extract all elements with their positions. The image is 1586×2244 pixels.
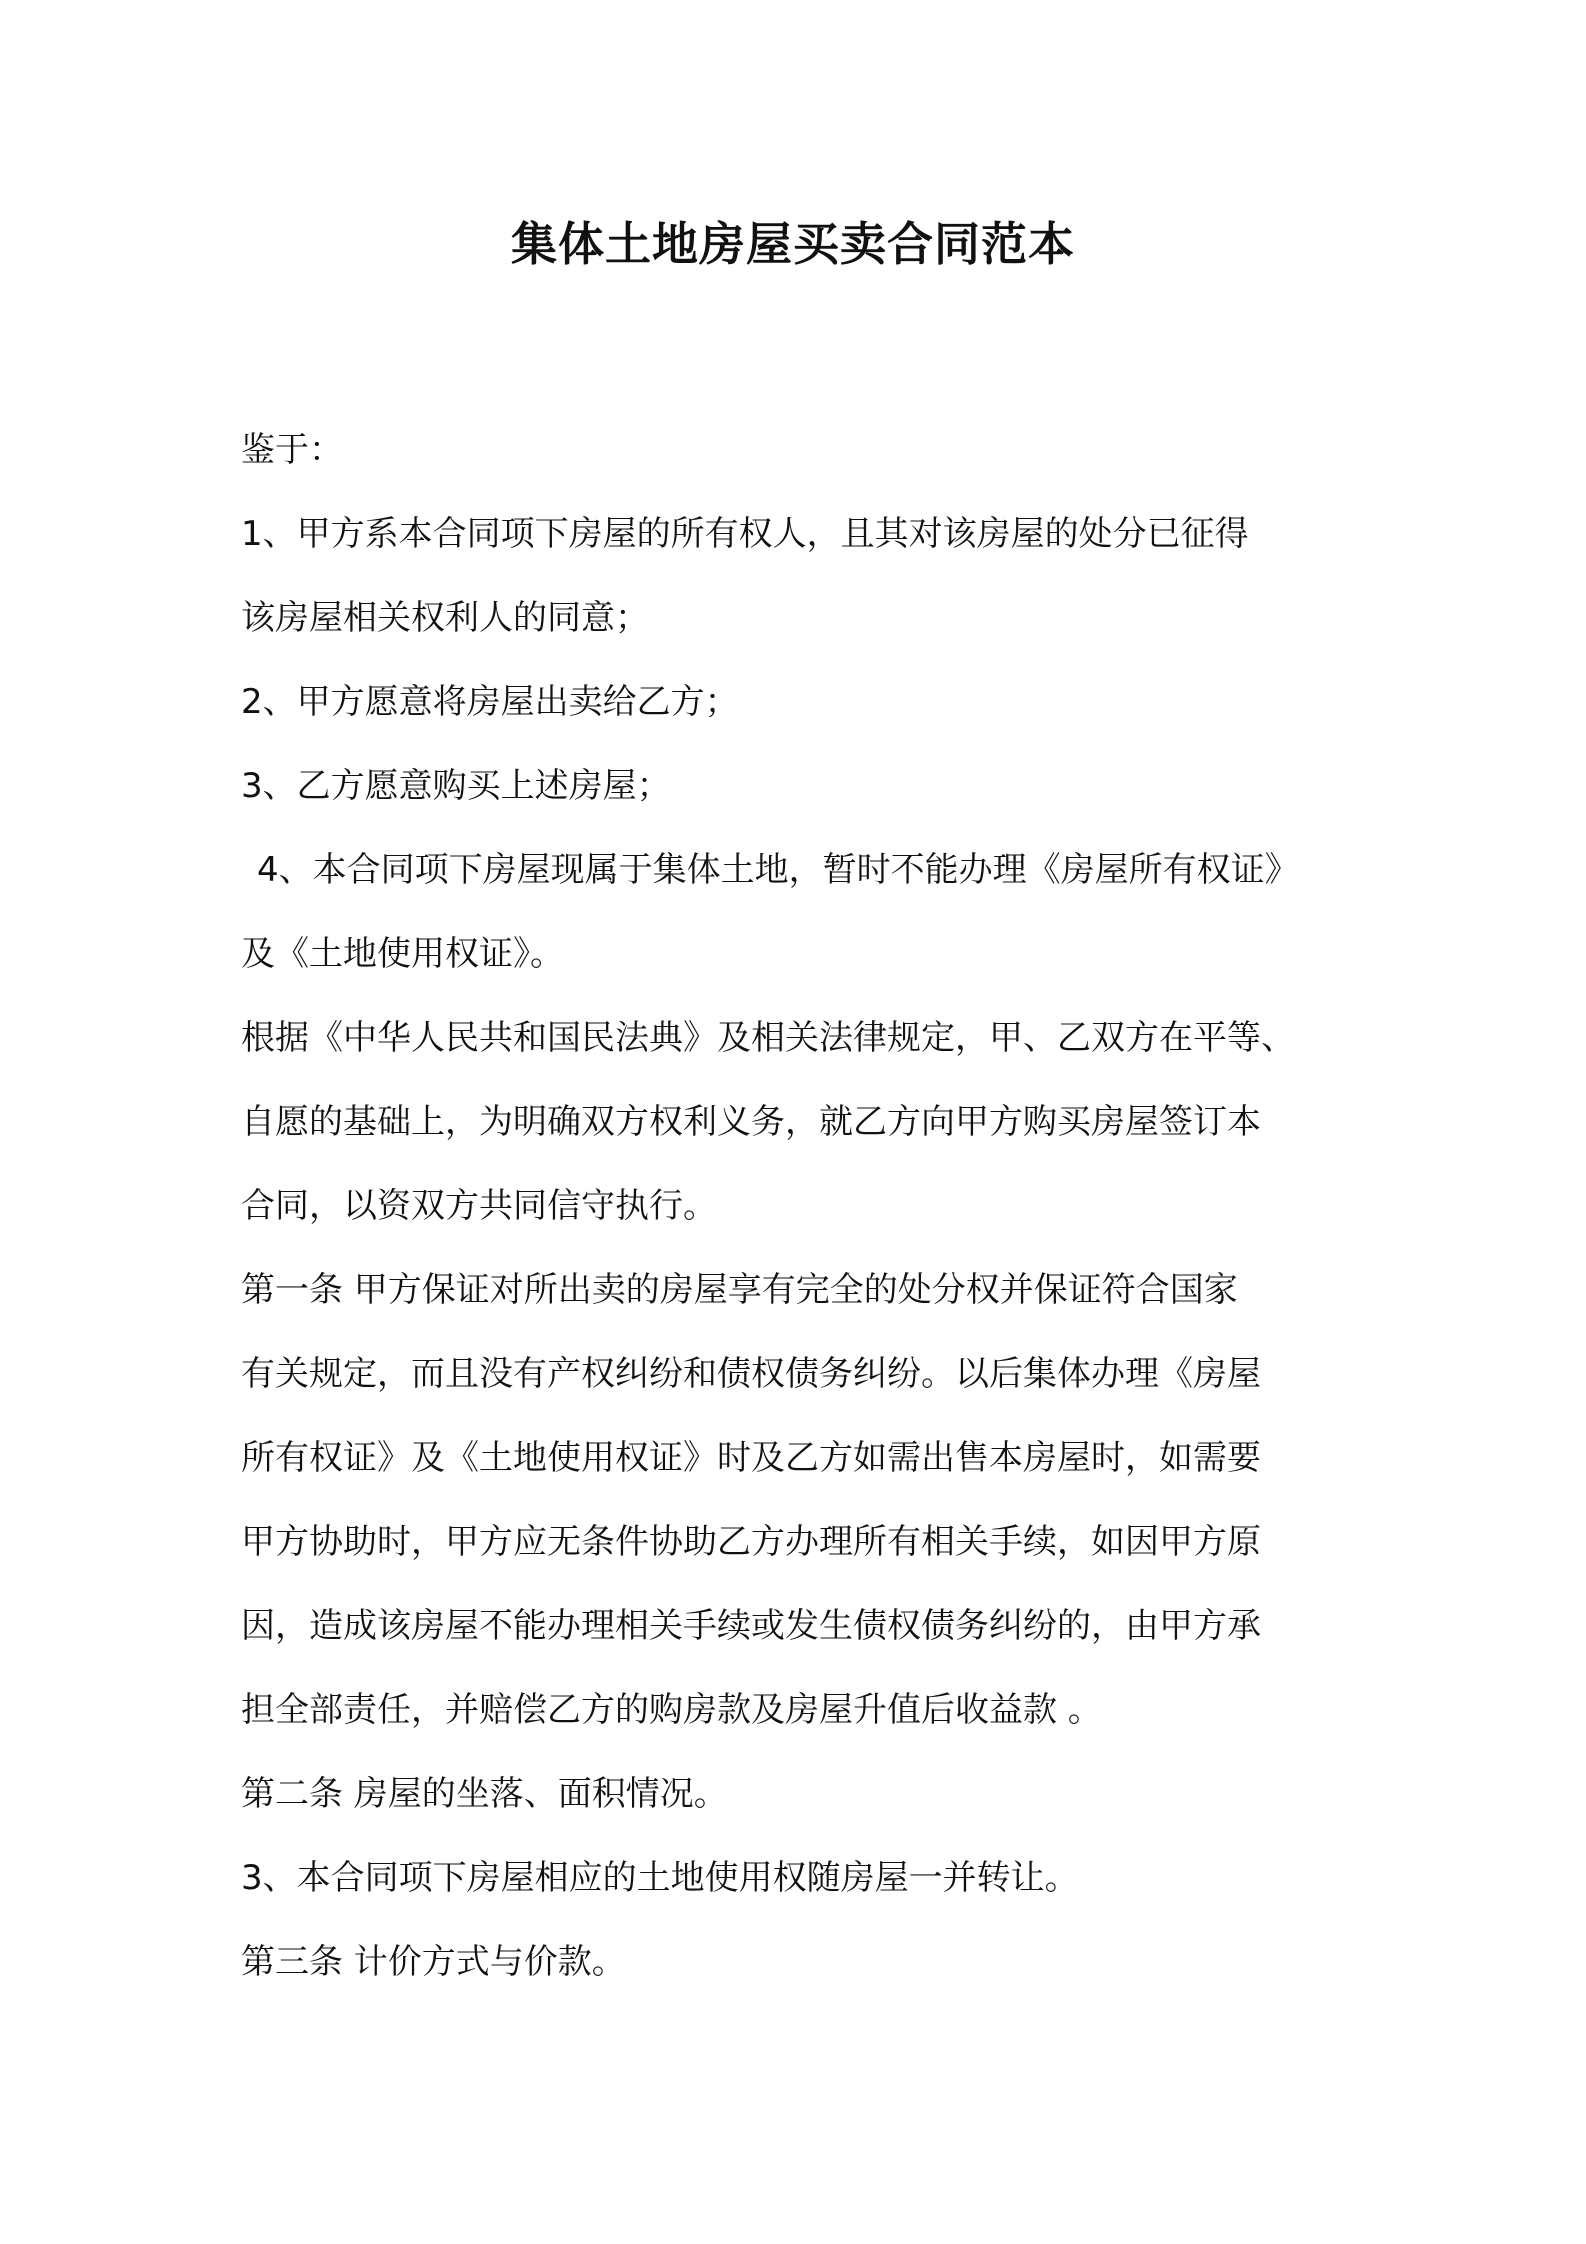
text-line: 3、本合同项下房屋相应的土地使用权随房屋一并转让。 bbox=[241, 1858, 1079, 1898]
document-title: 集体土地房屋买卖合同范本 bbox=[511, 217, 1075, 271]
text-line: 3、乙方愿意购买上述房屋； bbox=[241, 766, 671, 806]
text-line: 甲方协助时，甲方应无条件协助乙方办理所有相关手续，如因甲方原 bbox=[241, 1522, 1261, 1562]
text-line: 所有权证》及《土地使用权证》时及乙方如需出售本房屋时，如需要 bbox=[241, 1438, 1261, 1478]
text-line: 担全部责任，并赔偿乙方的购房款及房屋升值后收益款 。 bbox=[241, 1690, 1102, 1730]
text-line: 因，造成该房屋不能办理相关手续或发生债权债务纠纷的，由甲方承 bbox=[241, 1606, 1261, 1646]
text-line: 第三条 计价方式与价款。 bbox=[241, 1942, 626, 1982]
text-line: 合同，以资双方共同信守执行。 bbox=[241, 1186, 717, 1226]
text-line: 根据《中华人民共和国民法典》及相关法律规定，甲、乙双方在平等、 bbox=[241, 1018, 1295, 1058]
text-line: 2、甲方愿意将房屋出卖给乙方； bbox=[241, 682, 739, 722]
text-line: 4、本合同项下房屋现属于集体土地，暂时不能办理《房屋所有权证》 bbox=[257, 850, 1299, 890]
text-line: 第一条 甲方保证对所出卖的房屋享有完全的处分权并保证符合国家 bbox=[241, 1270, 1238, 1310]
text-line: 有关规定，而且没有产权纠纷和债权债务纠纷。以后集体办理《房屋 bbox=[241, 1354, 1261, 1394]
text-line: 1、甲方系本合同项下房屋的所有权人，且其对该房屋的处分已征得 bbox=[241, 514, 1249, 554]
document-body bbox=[241, 408, 1351, 2004]
text-line: 自愿的基础上，为明确双方权利义务，就乙方向甲方购买房屋签订本 bbox=[241, 1102, 1261, 1142]
text-line: 鉴于： bbox=[241, 430, 343, 470]
text-line: 及《土地使用权证》。 bbox=[241, 934, 564, 974]
text-line: 第二条 房屋的坐落、面积情况。 bbox=[241, 1774, 728, 1814]
text-line: 该房屋相关权利人的同意； bbox=[241, 598, 649, 638]
